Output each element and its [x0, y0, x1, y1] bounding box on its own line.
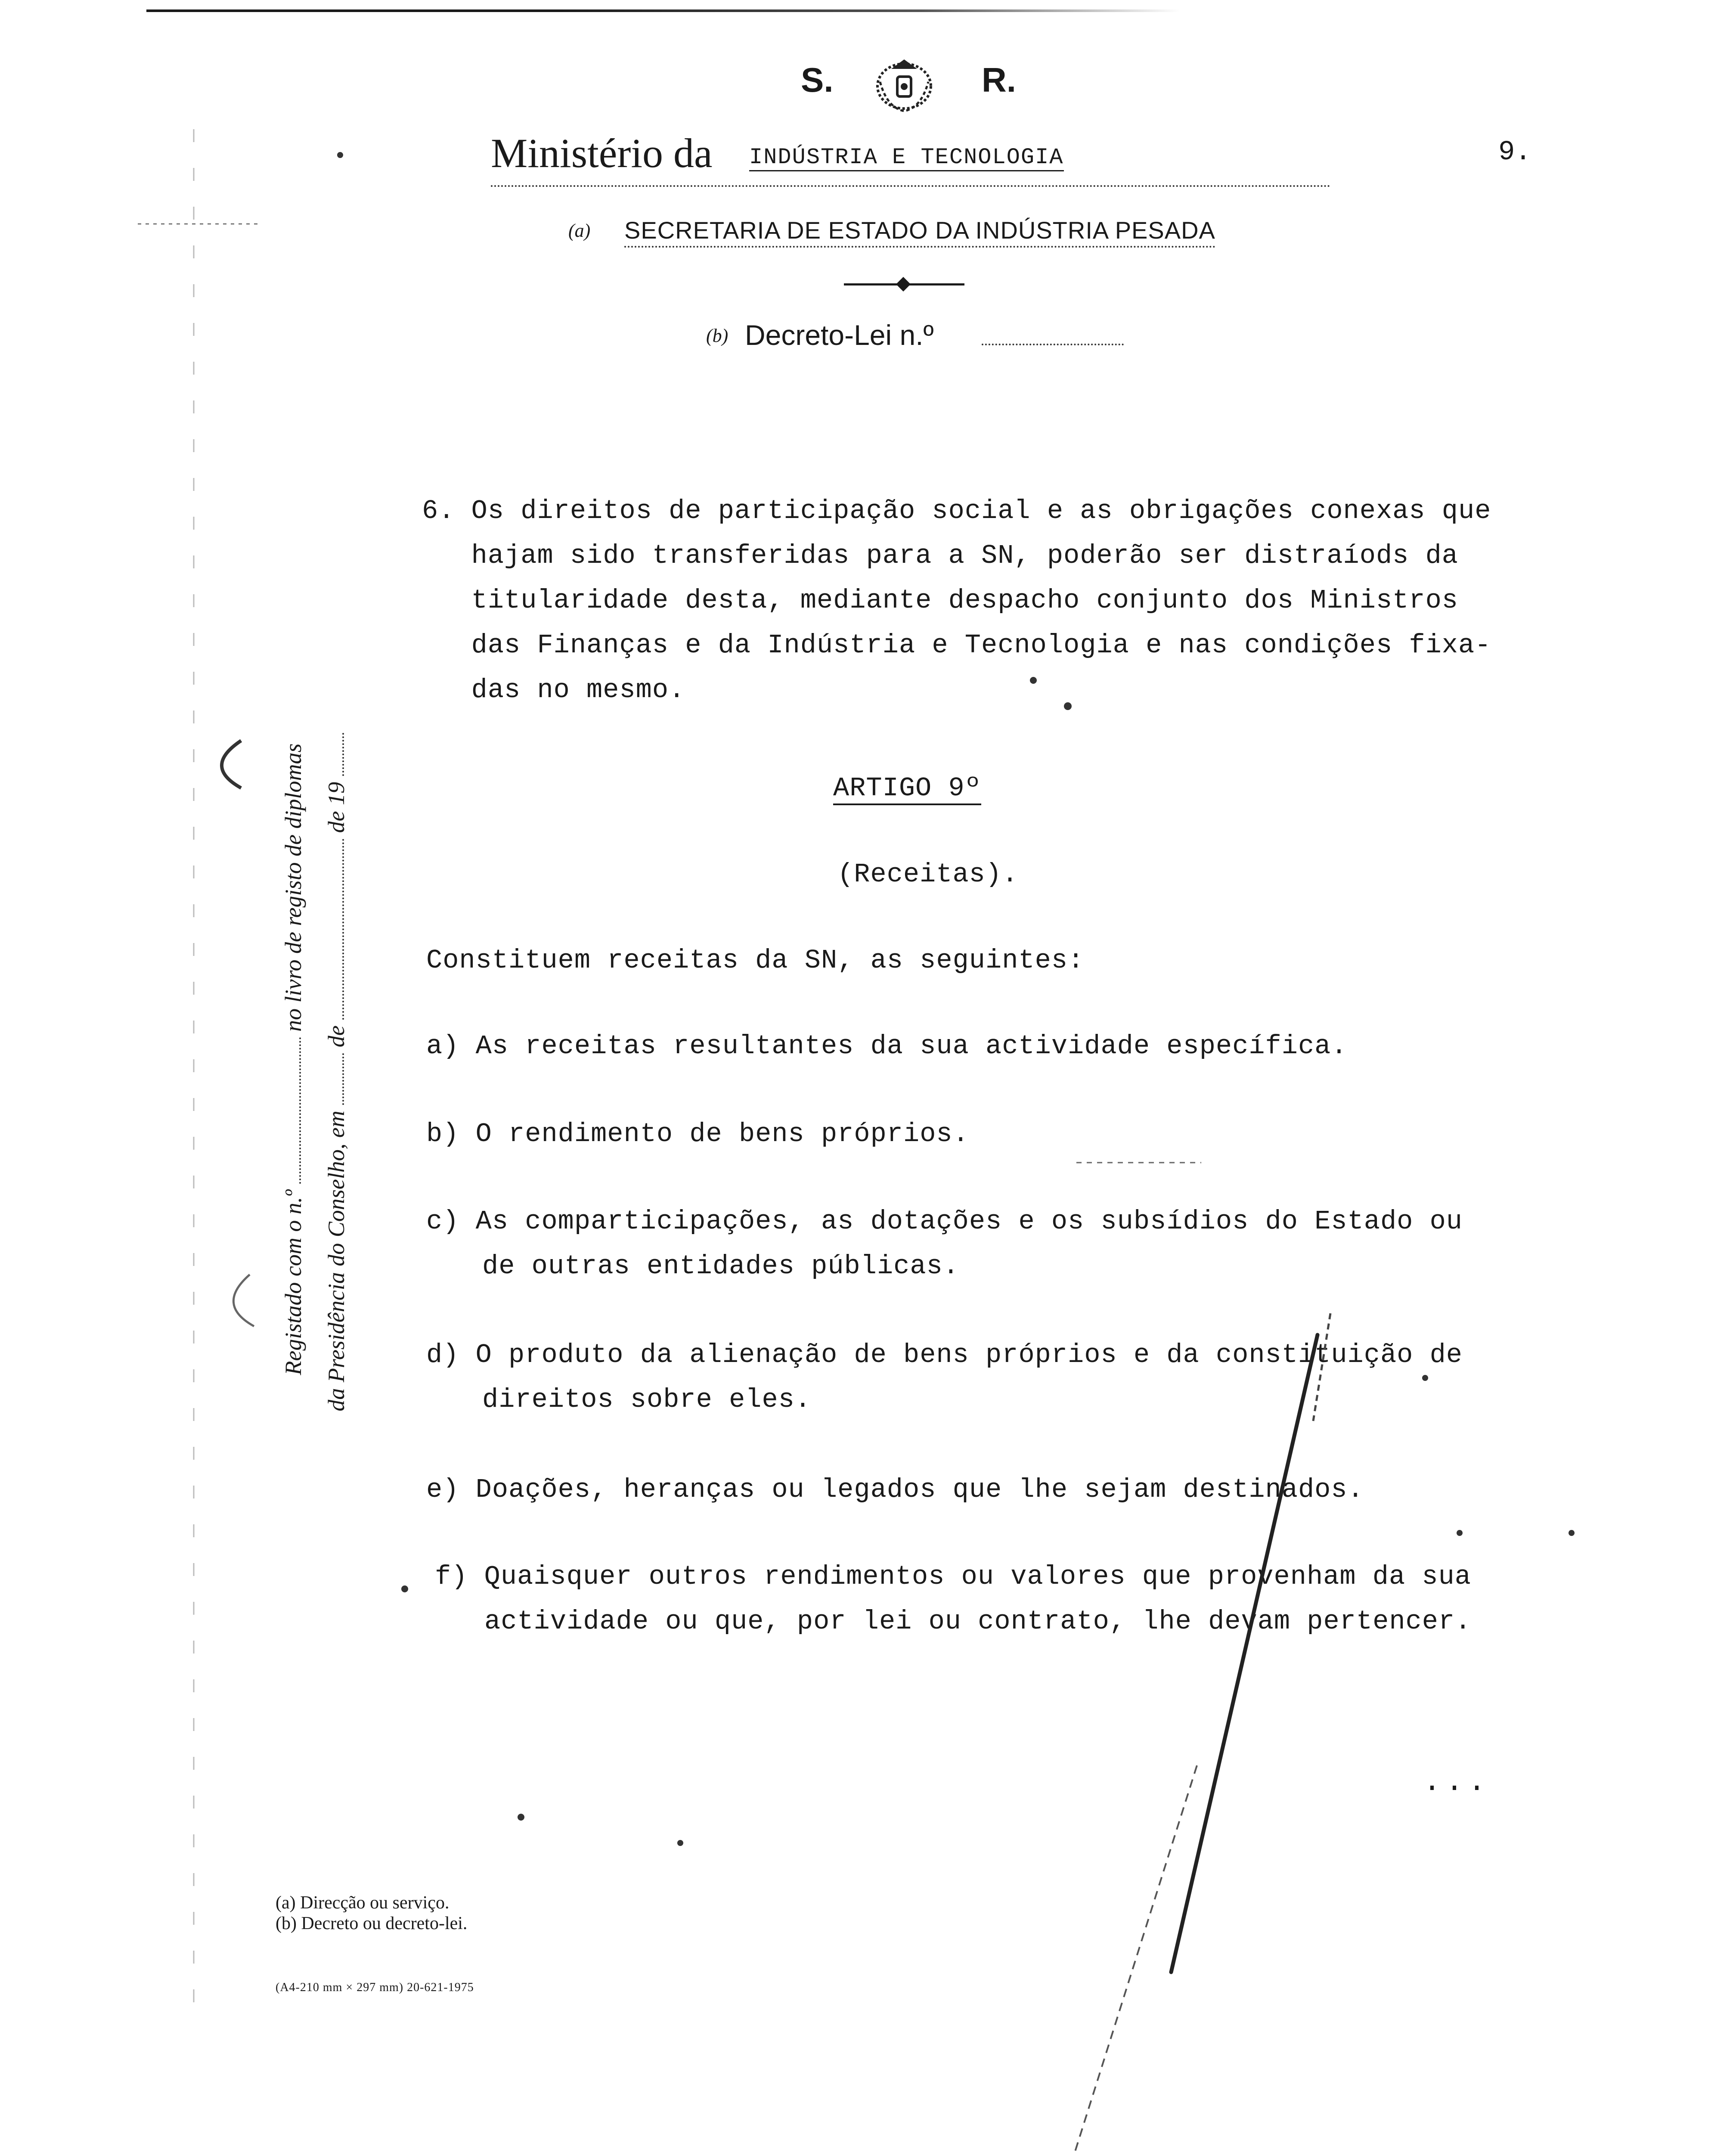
presidency-month-blank	[342, 839, 344, 1020]
item-label: b)	[426, 1119, 459, 1149]
presidency-mid: de	[323, 1025, 349, 1048]
article-subtitle: (Receitas).	[837, 859, 1019, 890]
secretariat-name: SECRETARIA DE ESTADO DA INDÚSTRIA PESADA	[624, 216, 1215, 248]
registration-number-blank	[299, 1037, 301, 1184]
presidency-day-blank	[342, 1053, 344, 1105]
presidency-year-blank	[342, 733, 344, 776]
coat-of-arms-icon	[861, 52, 947, 116]
ministry-label: Ministério da	[491, 130, 713, 176]
sr-left-letter: S.	[801, 61, 834, 99]
item-label: e)	[426, 1474, 459, 1505]
list-item-c	[426, 1199, 1463, 1289]
paragraph-6-line: hajam sido transferidas para a SN, poderão ser distraíods da	[422, 540, 1458, 571]
paragraph-6-line: 6. Os direitos de participação social e as obrigações conexas que	[422, 496, 1491, 526]
paragraph-6	[422, 489, 1491, 713]
item-text: As receitas resultantes da sua actividade específica.	[475, 1031, 1348, 1061]
item-label: c)	[426, 1206, 459, 1237]
presidency-suffix: de 19	[323, 782, 349, 833]
item-label: f)	[435, 1561, 468, 1592]
paragraph-6-line: das no mesmo.	[422, 675, 685, 705]
print-info: (A4-210 mm × 297 mm) 20-621-1975	[276, 1981, 474, 1994]
secretariat-line	[568, 211, 1343, 250]
registration-prefix: Registado com o n.º	[280, 1189, 306, 1375]
item-text: Doações, heranças ou legados que lhe sejam destinados.	[475, 1474, 1364, 1505]
top-rule	[146, 9, 1180, 12]
item-text: O produto da alienação de bens próprios e da constituição de	[475, 1340, 1463, 1370]
presidency-note	[323, 642, 357, 1503]
footnotes	[276, 1892, 792, 1934]
item-label: d)	[426, 1340, 459, 1370]
item-label: a)	[426, 1031, 459, 1061]
list-item-d	[426, 1333, 1463, 1422]
paragraph-6-line: titularidade desta, mediante despacho conjunto dos Ministros	[422, 585, 1458, 616]
page-number: 9.	[1498, 137, 1531, 168]
item-text: O rendimento de bens próprios.	[475, 1119, 969, 1149]
paragraph-6-line: das Finanças e da Indústria e Tecnologia e nas condições fixa-	[422, 630, 1491, 661]
ministry-name: INDÚSTRIA E TECNOLOGIA	[749, 145, 1064, 171]
secretariat-marker: (a)	[568, 220, 591, 241]
item-text: actividade ou que, por lei ou contrato, lhe devam pertencer.	[484, 1606, 1472, 1637]
presidency-prefix: da Presidência do Conselho, em	[323, 1111, 349, 1412]
item-text: Quaisquer outros rendimentos ou valores que provenham da sua	[484, 1561, 1472, 1592]
divider-diamond-icon	[896, 277, 911, 292]
item-text: direitos sobre eles.	[482, 1384, 812, 1415]
state-header	[801, 52, 1042, 112]
registration-note	[280, 629, 314, 1490]
decree-label: Decreto-Lei n.º	[745, 319, 934, 351]
list-item-f	[435, 1554, 1471, 1644]
ministry-line	[491, 129, 1330, 187]
continuation-dots: ...	[1423, 1765, 1491, 1799]
list-item-a	[426, 1024, 1348, 1069]
decree-marker: (b)	[706, 325, 728, 346]
decree-number-blank	[982, 344, 1124, 345]
list-item-b	[426, 1112, 969, 1157]
list-item-e	[426, 1467, 1364, 1512]
footnote-b: (b) Decreto ou decreto-lei.	[276, 1914, 468, 1933]
item-text: de outras entidades públicas.	[482, 1251, 959, 1281]
decree-line	[706, 319, 1137, 357]
article-title	[833, 773, 981, 803]
sr-right-letter: R.	[982, 61, 1016, 99]
registration-mid: no livro de registo de diplomas	[280, 743, 306, 1032]
item-text: As comparticipações, as dotações e os subsídios do Estado ou	[475, 1206, 1463, 1237]
article-title-text: ARTIGO 9º	[833, 773, 981, 805]
revenues-intro: Constituem receitas da SN, as seguintes:	[426, 945, 1085, 976]
footnote-a: (a) Direcção ou serviço.	[276, 1893, 450, 1913]
